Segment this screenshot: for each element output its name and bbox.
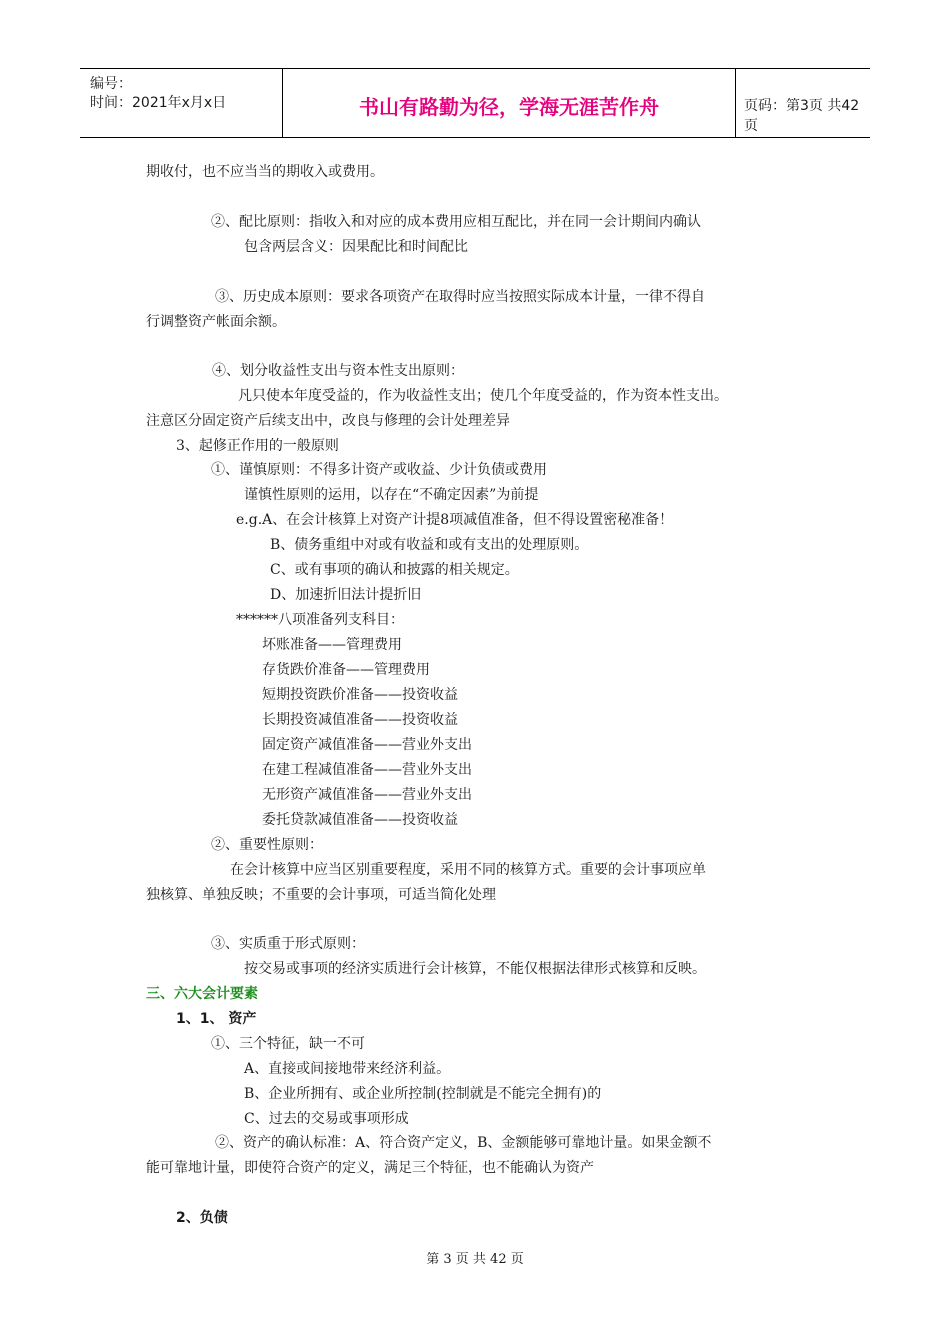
text-line: e.g.A、在会计核算上对资产计提8项减值准备，但不得设置密秘准备！: [236, 512, 674, 528]
text-line: 能可靠地计量，即使符合资产的定义，满足三个特征，也不能确认为资产: [146, 1160, 594, 1176]
text-line: ②、重要性原则：: [211, 837, 323, 853]
code-label: 编号：: [90, 76, 132, 92]
text-line: ③、实质重于形式原则：: [211, 936, 365, 952]
text-line: B、债务重组中对或有收益和或有支出的处理原则。: [270, 537, 589, 553]
header-motto-cell: [282, 69, 736, 137]
text-line: 期收付，也不应当当的期收入或费用。: [146, 164, 384, 180]
text-line: A、直接或间接地带来经济利益。: [244, 1061, 451, 1077]
text-line: ①、三个特征，缺一不可: [211, 1036, 365, 1052]
text-line: ******八项准备列支科目：: [236, 612, 404, 628]
text-line: 长期投资减值准备——投资收益: [262, 712, 458, 728]
text-line: ②、配比原则：指收入和对应的成本费用应相互配比，并在同一会计期间内确认: [211, 214, 701, 230]
text-line: 独核算、单独反映；不重要的会计事项，可适当简化处理: [146, 887, 496, 903]
text-line: D、加速折旧法计提折旧: [270, 587, 422, 603]
text-line: 在会计核算中应当区别重要程度，采用不同的核算方式。重要的会计事项应单: [230, 862, 706, 878]
text-line: 3、起修正作用的一般原则: [176, 438, 339, 454]
text-line: B、企业所拥有、或企业所控制(控制就是不能完全拥有)的: [244, 1086, 602, 1102]
subsection-heading: 1、1、 资产: [176, 1011, 257, 1027]
subsection-heading: 2、负债: [176, 1210, 228, 1226]
page-info: 页码：第3页 共42页: [744, 98, 860, 134]
text-line: 行调整资产帐面余额。: [146, 314, 286, 330]
text-line: ④、划分收益性支出与资本性支出原则：: [212, 363, 464, 379]
text-line: 坏账准备——管理费用: [262, 637, 402, 653]
page-header: [80, 68, 870, 138]
header-left-cell: [80, 69, 282, 137]
text-line: C、过去的交易或事项形成: [244, 1111, 409, 1127]
text-line: 在建工程减值准备——营业外支出: [262, 762, 472, 778]
text-line: 委托贷款减值准备——投资收益: [262, 812, 458, 828]
motto: 书山有路勤为径，学海无涯苦作舟: [359, 95, 659, 119]
page-footer: 第 3 页 共 42 页: [426, 1252, 524, 1267]
text-line: ③、历史成本原则：要求各项资产在取得时应当按照实际成本计量，一律不得自: [215, 289, 705, 305]
text-line: 存货跌价准备——管理费用: [262, 662, 430, 678]
text-line: 凡只使本年度受益的，作为收益性支出；使几个年度受益的，作为资本性支出。: [238, 388, 728, 404]
text-line: 按交易或事项的经济实质进行会计核算，不能仅根据法律形式核算和反映。: [244, 961, 706, 977]
text-line: ②、资产的确认标准：A、符合资产定义，B、金额能够可靠地计量。如果金额不: [215, 1135, 712, 1151]
text-line: 短期投资跌价准备——投资收益: [262, 687, 458, 703]
text-line: 谨慎性原则的运用，以存在“不确定因素”为前提: [244, 487, 539, 503]
text-line: 无形资产减值准备——营业外支出: [262, 787, 472, 803]
date-line: 时间：2021年x月x日: [90, 95, 227, 111]
section-heading: 三、六大会计要素: [146, 986, 258, 1002]
text-line: 固定资产减值准备——营业外支出: [262, 737, 472, 753]
text-line: 注意区分固定资产后续支出中，改良与修理的会计处理差异: [146, 413, 510, 429]
text-line: C、或有事项的确认和披露的相关规定。: [270, 562, 519, 578]
text-line: 包含两层含义：因果配比和时间配比: [244, 239, 468, 255]
text-line: ①、谨慎原则：不得多计资产或收益、少计负债或费用: [211, 462, 547, 478]
